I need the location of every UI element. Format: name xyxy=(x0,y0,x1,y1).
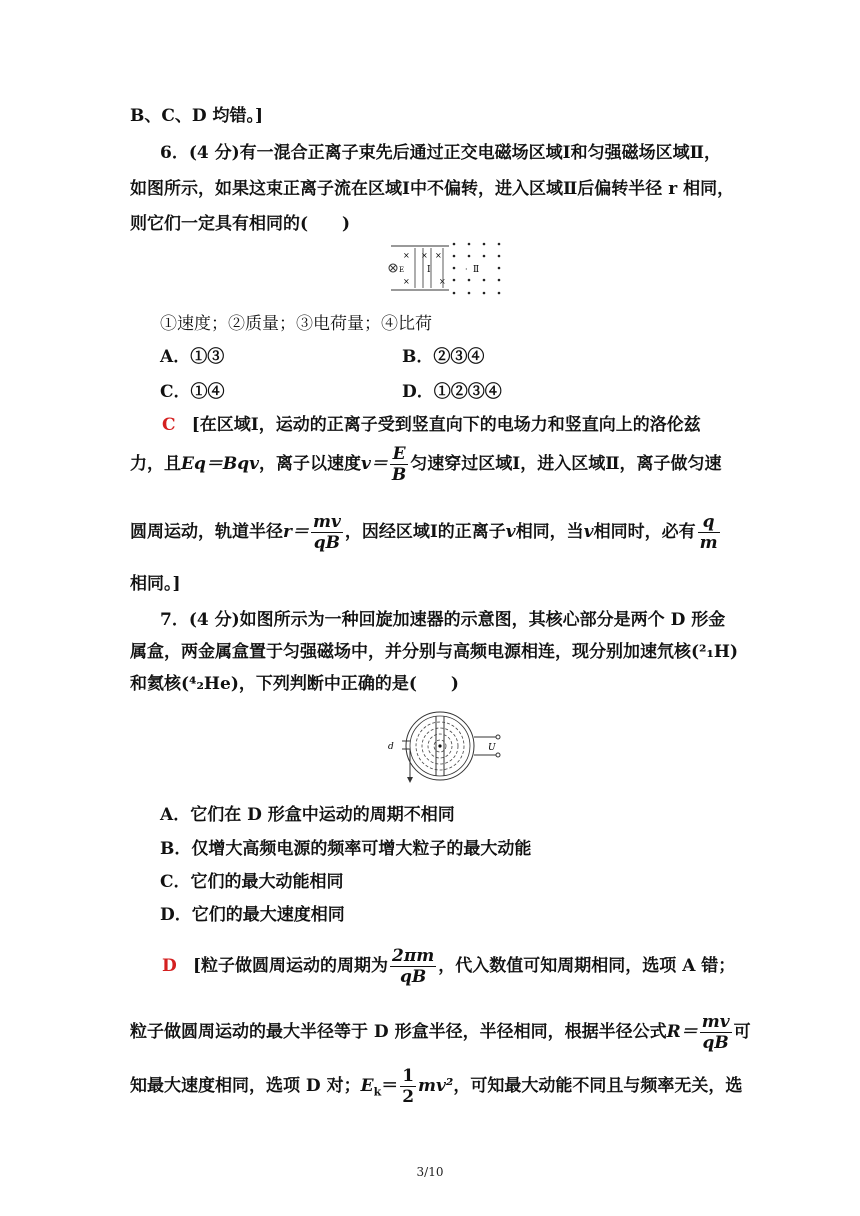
q7-option-c[interactable]: C．它们的最大动能相同 xyxy=(160,872,344,892)
fraction-mv-over-qb-2: $\frac{mv}{qB}$ xyxy=(701,1012,730,1053)
q6-option-a[interactable]: A．①③ xyxy=(160,347,225,367)
q6-stem-line3: 则它们一定具有相同的( ) xyxy=(130,214,351,234)
q6-option-b[interactable]: B．②③④ xyxy=(402,347,485,367)
q6-label-region2: Ⅱ xyxy=(473,265,480,275)
svg-text:×: × xyxy=(439,277,446,286)
fraction-2pim-over-qb: $\frac{2\pi m}{qB}$ xyxy=(392,946,435,987)
q6-option-c[interactable]: C．①④ xyxy=(160,382,225,402)
svg-text:×: × xyxy=(403,277,410,286)
q7-stem-line1: 7．(4 分)如图所示为一种回旋加速器的示意图，其核心部分是两个 D 形金 xyxy=(160,610,726,630)
q6-explanation-line2: 力，且Eq＝Bqv，离子以速度v＝ $\frac{E}{B}$ 匀速穿过区域Ⅰ，进入区域Ⅱ，离子做匀速 xyxy=(130,444,722,485)
q7-option-a[interactable]: A．它们在 D 形盒中运动的周期不相同 xyxy=(160,805,455,825)
q6-stem-line1: 6．(4 分)有一混合正离子束先后通过正交电磁场区域Ⅰ和匀强磁场区域Ⅱ， xyxy=(160,143,721,163)
q7-explanation-line1: D [粒子做圆周运动的周期为 $\frac{2\pi m}{qB}$ ，代入数值可知周期相同，选项 A 错； xyxy=(162,946,736,987)
q7-explanation-line2: 粒子做圆周运动的最大半径等于 D 形盒半径，半径相同，根据半径公式R＝ $\frac{mv}{qB}$ 可 xyxy=(130,1012,751,1053)
q7-label-u: U xyxy=(488,743,496,753)
q6-explanation-line1: C [在区域Ⅰ，运动的正离子受到竖直向下的电场力和竖直向上的洛伦兹 xyxy=(162,415,701,435)
q7-stem-line3: 和氦核(⁴₂He)，下列判断中正确的是( ) xyxy=(130,674,459,694)
svg-text:×: × xyxy=(421,251,428,260)
svg-text:×: × xyxy=(435,251,442,260)
fraction-q-over-m: $\frac{q}{m}$ xyxy=(699,512,718,553)
q7-stem-line2: 属盒，两金属盒置于匀强磁场中，并分别与高频电源相连，现分别加速氘核(²₁H) xyxy=(130,642,739,662)
svg-text:×: × xyxy=(403,251,410,260)
q7-explanation-line3: 知最大速度相同，选项 D 对；$E_k=$ $\frac{1}{2}$ mv²，可知最大动能不同且与频率无关，选 xyxy=(130,1066,743,1107)
fraction-mv-over-qb: $\frac{mv}{qB}$ xyxy=(312,512,341,553)
q7-option-b[interactable]: B．仅增大高频电源的频率可增大粒子的最大动能 xyxy=(160,839,532,859)
prev-answer-tail: B、C、D 均错。] xyxy=(130,106,264,126)
q6-explanation-line4: 相同。] xyxy=(130,574,181,594)
page-number: 3/10 xyxy=(416,1165,444,1179)
q6-field-figure xyxy=(383,238,513,300)
q6-explanation-line3: 圆周运动，轨道半径r＝ $\frac{mv}{qB}$ ，因经区域Ⅰ的正离子v相同，当v相同时，必有 $\frac{q}{m}$ xyxy=(130,512,718,553)
q7-label-d: d xyxy=(388,742,394,752)
fraction-e-over-b: $\frac{E}{B}$ xyxy=(391,444,407,485)
q7-answer: D xyxy=(162,956,177,976)
svg-text:·: · xyxy=(465,265,468,274)
q7-option-d[interactable]: D．它们的最大速度相同 xyxy=(160,905,345,925)
q6-label-region1: Ⅰ xyxy=(427,265,431,275)
q6-option-d[interactable]: D．①②③④ xyxy=(402,382,502,402)
q6-answer: C xyxy=(162,415,176,435)
q6-label-e: E xyxy=(399,266,405,274)
q6-items: ①速度；②质量；③电荷量；④比荷 xyxy=(160,314,432,334)
q7-cyclotron-figure xyxy=(380,705,510,785)
q6-stem-line2: 如图所示，如果这束正离子流在区域Ⅰ中不偏转，进入区域Ⅱ后偏转半径 r 相同， xyxy=(130,179,735,199)
fraction-one-half: $\frac{1}{2}$ xyxy=(402,1066,415,1107)
